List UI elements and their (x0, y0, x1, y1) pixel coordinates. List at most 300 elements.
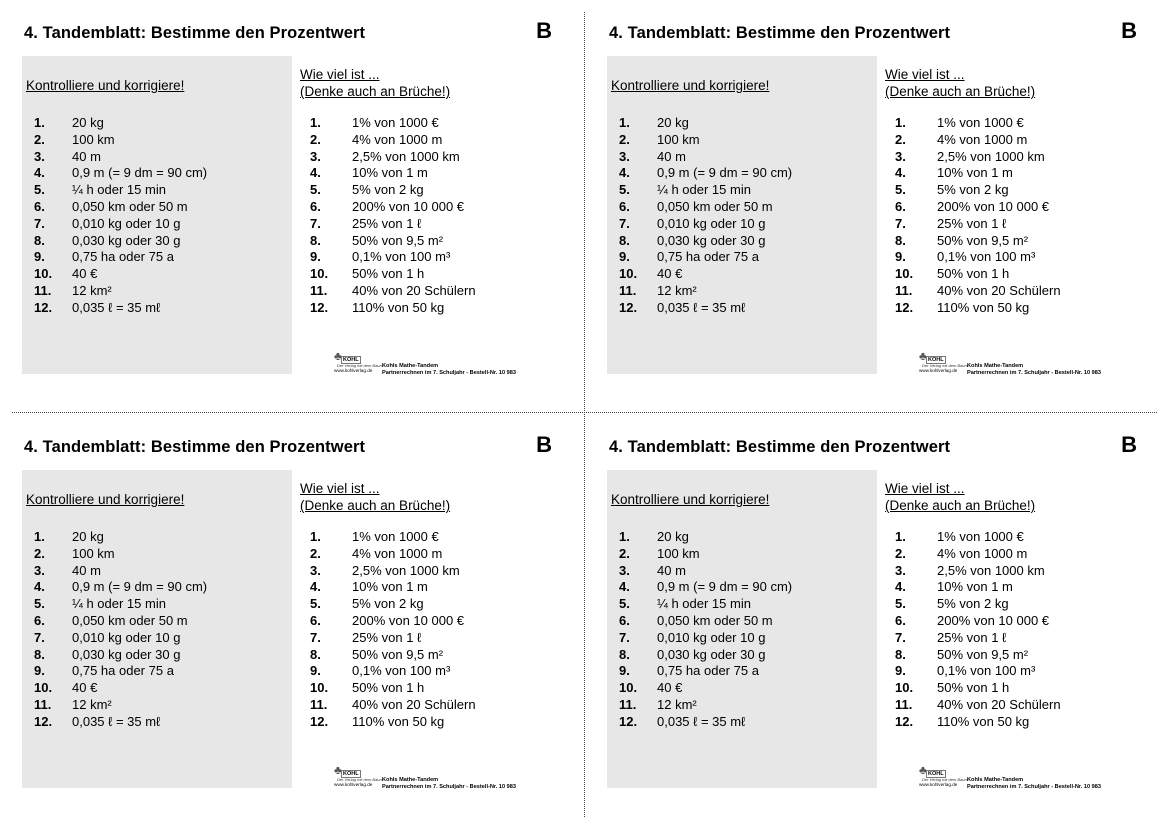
item-text: 25% von 1 ℓ (937, 629, 1007, 645)
item-number: 1. (34, 529, 45, 544)
item-text: 40 m (72, 148, 101, 164)
item-number: 12. (895, 713, 914, 729)
tandem-card-1 (12, 0, 552, 380)
item-number: 1. (34, 115, 45, 130)
question-item (895, 216, 1061, 233)
item-number: 6. (619, 198, 630, 214)
item-text: 1% von 1000 € (352, 115, 439, 130)
footer-text: Kohls Mathe-Tandem Partnerrechnen im 7. Schuljahr - Bestell-Nr. 10 983 (382, 363, 516, 376)
item-number: 8. (310, 232, 321, 248)
item-number: 9. (310, 663, 321, 679)
publisher-logo: ♣ KOHL Der Verlag mit dem Baum www.kohlverlag.de (334, 349, 383, 373)
answers-heading: Kontrolliere und korrigiere! (26, 78, 185, 93)
item-number: 4. (619, 165, 630, 181)
item-text: 40% von 20 Schülern (937, 282, 1061, 298)
question-item (310, 563, 476, 580)
answer-item (34, 630, 207, 647)
question-item (895, 647, 1061, 664)
item-number: 2. (34, 545, 45, 561)
item-number: 3. (310, 148, 321, 164)
item-text: 40% von 20 Schülern (352, 282, 476, 298)
item-number: 8. (895, 232, 906, 248)
vertical-cut-line (584, 12, 585, 817)
question-item (310, 714, 476, 731)
item-text: 40 € (72, 266, 98, 282)
item-text: 25% von 1 ℓ (937, 215, 1007, 231)
item-number: 1. (619, 529, 630, 544)
answer-item (619, 697, 792, 714)
item-number: 2. (310, 545, 321, 561)
item-text: 2,5% von 1000 km (937, 148, 1045, 164)
item-number: 12. (34, 713, 53, 729)
answer-item (34, 132, 207, 149)
item-number: 7. (619, 629, 630, 645)
item-text: 0,030 kg oder 30 g (657, 646, 766, 662)
item-text: 0,010 kg oder 10 g (657, 215, 766, 231)
question-item (895, 266, 1061, 283)
item-text: 25% von 1 ℓ (352, 215, 422, 231)
item-number: 2. (895, 131, 906, 147)
publisher-logo: ♣ KOHL Der Verlag mit dem Baum www.kohlverlag.de (919, 763, 968, 787)
item-number: 9. (310, 249, 321, 265)
item-text: 5% von 2 kg (937, 182, 1009, 198)
item-text: 40 € (657, 266, 683, 282)
item-number: 1. (895, 115, 906, 130)
item-number: 11. (895, 696, 913, 712)
item-text: 0,9 m (= 9 dm = 90 cm) (657, 579, 793, 595)
item-text: 12 km² (657, 696, 697, 712)
item-number: 3. (310, 562, 321, 578)
item-text: 0,75 ha oder 75 a (657, 249, 759, 265)
item-text: 100 km (657, 545, 700, 561)
item-number: 6. (34, 198, 45, 214)
item-number: 10. (619, 266, 638, 282)
item-text: 0,035 ℓ = 35 mℓ (72, 713, 161, 729)
item-text: 50% von 9,5 m² (352, 646, 444, 662)
item-text: 20 kg (657, 529, 689, 544)
item-text: 200% von 10 000 € (352, 198, 465, 214)
item-text: 50% von 1 h (352, 266, 425, 282)
question-item (310, 579, 476, 596)
card-version-letter: B (536, 432, 552, 457)
item-text: 1% von 1000 € (937, 115, 1024, 130)
question-item (310, 149, 476, 166)
item-number: 11. (619, 696, 637, 712)
answer-item (619, 199, 792, 216)
item-text: 0,1% von 100 m³ (937, 663, 1036, 679)
item-text: 110% von 50 kg (352, 713, 445, 729)
footer-text: Kohls Mathe-Tandem Partnerrechnen im 7. Schuljahr - Bestell-Nr. 10 983 (382, 777, 516, 790)
question-list (310, 115, 476, 317)
item-number: 5. (34, 182, 45, 198)
answer-panel (607, 56, 877, 374)
item-number: 8. (895, 646, 906, 662)
publisher-logo: ♣ KOHL Der Verlag mit dem Baum www.kohlverlag.de (334, 763, 383, 787)
question-item (310, 182, 476, 199)
item-text: 2,5% von 1000 km (352, 148, 460, 164)
question-item (310, 249, 476, 266)
card-title: 4. Tandemblatt: Bestimme den Prozentwert (24, 24, 366, 42)
item-text: 4% von 1000 m (937, 545, 1028, 561)
card-version-letter: B (1121, 18, 1137, 43)
item-text: 0,1% von 100 m³ (937, 249, 1036, 265)
publisher-footer (300, 350, 552, 374)
question-item (310, 283, 476, 300)
item-number: 3. (619, 148, 630, 164)
question-item (310, 216, 476, 233)
item-number: 10. (895, 266, 914, 282)
item-text: 5% von 2 kg (352, 182, 424, 198)
item-text: 0,030 kg oder 30 g (72, 232, 181, 248)
answer-item (619, 613, 792, 630)
question-item (310, 300, 476, 317)
question-item (895, 546, 1061, 563)
item-text: 0,010 kg oder 10 g (72, 215, 181, 231)
item-text: 12 km² (72, 696, 112, 712)
item-number: 6. (619, 612, 630, 628)
item-number: 2. (619, 545, 630, 561)
answer-item (619, 630, 792, 647)
item-number: 4. (895, 579, 906, 595)
item-number: 6. (310, 198, 321, 214)
item-text: 25% von 1 ℓ (352, 629, 422, 645)
item-number: 12. (895, 299, 914, 315)
item-number: 10. (310, 680, 329, 696)
item-number: 9. (895, 249, 906, 265)
item-text: 0,75 ha oder 75 a (657, 663, 759, 679)
item-text: 0,035 ℓ = 35 mℓ (657, 713, 746, 729)
item-text: 1% von 1000 € (937, 529, 1024, 544)
question-panel (300, 470, 552, 788)
publisher-footer (300, 764, 552, 788)
answer-item (619, 249, 792, 266)
item-number: 11. (619, 282, 637, 298)
item-number: 7. (34, 629, 45, 645)
item-number: 5. (895, 596, 906, 612)
answer-item (619, 647, 792, 664)
item-number: 4. (34, 579, 45, 595)
answer-item (619, 165, 792, 182)
answer-list (34, 115, 207, 317)
answer-item (34, 647, 207, 664)
item-text: 0,010 kg oder 10 g (657, 629, 766, 645)
item-text: 40 m (657, 562, 686, 578)
publisher-footer (885, 350, 1137, 374)
answer-item (34, 216, 207, 233)
item-text: 5% von 2 kg (352, 596, 424, 612)
question-item (895, 149, 1061, 166)
question-item (895, 714, 1061, 731)
item-text: 40 m (657, 148, 686, 164)
answers-heading: Kontrolliere und korrigiere! (611, 78, 770, 93)
item-text: 0,010 kg oder 10 g (72, 629, 181, 645)
answer-item (619, 216, 792, 233)
item-text: 100 km (72, 131, 115, 147)
item-number: 2. (619, 131, 630, 147)
item-text: 110% von 50 kg (937, 713, 1030, 729)
answer-item (619, 579, 792, 596)
answer-item (34, 579, 207, 596)
card-version-letter: B (1121, 432, 1137, 457)
item-text: 40 m (72, 562, 101, 578)
answer-item (619, 596, 792, 613)
item-number: 4. (895, 165, 906, 181)
item-number: 4. (310, 165, 321, 181)
item-number: 11. (310, 282, 328, 298)
question-item (310, 613, 476, 630)
question-item (895, 132, 1061, 149)
item-text: 0,9 m (= 9 dm = 90 cm) (72, 165, 208, 181)
item-text: 0,050 km oder 50 m (657, 612, 773, 628)
item-text: 200% von 10 000 € (352, 612, 465, 628)
item-text: 20 kg (657, 115, 689, 130)
item-number: 4. (619, 579, 630, 595)
item-text: 0,050 km oder 50 m (72, 612, 188, 628)
answer-item (619, 546, 792, 563)
question-list (895, 115, 1061, 317)
answer-panel (607, 470, 877, 788)
item-text: 200% von 10 000 € (937, 612, 1050, 628)
item-number: 2. (34, 131, 45, 147)
item-number: 7. (619, 215, 630, 231)
question-item (895, 199, 1061, 216)
answer-item (34, 529, 207, 546)
question-item (895, 249, 1061, 266)
card-title: 4. Tandemblatt: Bestimme den Prozentwert (609, 24, 951, 42)
item-number: 12. (619, 299, 638, 315)
tree-icon: ♣ (334, 763, 342, 777)
item-text: 12 km² (657, 282, 697, 298)
item-number: 1. (310, 529, 321, 544)
question-item (895, 300, 1061, 317)
item-text: 0,050 km oder 50 m (72, 198, 188, 214)
question-item (310, 529, 476, 546)
answer-item (34, 300, 207, 317)
answer-item (34, 613, 207, 630)
item-number: 5. (895, 182, 906, 198)
answer-item (34, 199, 207, 216)
question-item (310, 647, 476, 664)
item-number: 6. (310, 612, 321, 628)
item-text: 40 € (72, 680, 98, 696)
item-text: 10% von 1 m (937, 579, 1013, 595)
answer-item (619, 233, 792, 250)
item-number: 4. (34, 165, 45, 181)
question-item (895, 680, 1061, 697)
item-text: 4% von 1000 m (352, 131, 443, 147)
question-item (895, 233, 1061, 250)
answer-item (619, 563, 792, 580)
answer-list (34, 529, 207, 731)
item-text: 100 km (657, 131, 700, 147)
question-list (310, 529, 476, 731)
answer-panel (22, 56, 292, 374)
item-number: 12. (34, 299, 53, 315)
question-item (895, 165, 1061, 182)
question-item (310, 630, 476, 647)
item-text: 110% von 50 kg (352, 299, 445, 315)
item-text: 50% von 9,5 m² (937, 646, 1029, 662)
item-text: 10% von 1 m (937, 165, 1013, 181)
question-item (895, 630, 1061, 647)
item-number: 11. (34, 282, 52, 298)
question-item (895, 182, 1061, 199)
card-title: 4. Tandemblatt: Bestimme den Prozentwert (24, 438, 366, 456)
answer-item (34, 596, 207, 613)
question-item (310, 199, 476, 216)
publisher-footer (885, 764, 1137, 788)
item-text: ¼ h oder 15 min (657, 596, 751, 612)
item-text: 5% von 2 kg (937, 596, 1009, 612)
card-version-letter: B (536, 18, 552, 43)
item-text: 12 km² (72, 282, 112, 298)
question-item (895, 529, 1061, 546)
answer-item (619, 115, 792, 132)
item-text: 4% von 1000 m (937, 131, 1028, 147)
item-number: 6. (895, 612, 906, 628)
item-text: 0,75 ha oder 75 a (72, 663, 174, 679)
question-panel (885, 56, 1137, 374)
answer-item (34, 266, 207, 283)
item-number: 8. (34, 646, 45, 662)
question-item (895, 115, 1061, 132)
item-text: 0,1% von 100 m³ (352, 663, 451, 679)
item-number: 12. (619, 713, 638, 729)
item-number: 4. (310, 579, 321, 595)
question-item (310, 115, 476, 132)
item-text: 0,035 ℓ = 35 mℓ (72, 299, 161, 315)
item-number: 5. (619, 182, 630, 198)
answer-item (34, 233, 207, 250)
item-text: 100 km (72, 545, 115, 561)
questions-heading: Wie viel ist ... (Denke auch an Brüche!) (300, 481, 451, 513)
item-text: 50% von 1 h (937, 680, 1010, 696)
item-number: 5. (34, 596, 45, 612)
question-panel (885, 470, 1137, 788)
item-text: 0,050 km oder 50 m (657, 198, 773, 214)
answer-item (34, 714, 207, 731)
item-text: 20 kg (72, 529, 104, 544)
question-item (310, 663, 476, 680)
question-item (895, 283, 1061, 300)
item-number: 10. (619, 680, 638, 696)
publisher-logo: ♣ KOHL Der Verlag mit dem Baum www.kohlverlag.de (919, 349, 968, 373)
question-item (310, 165, 476, 182)
item-text: 0,035 ℓ = 35 mℓ (657, 299, 746, 315)
question-item (895, 579, 1061, 596)
tree-icon: ♣ (334, 349, 342, 363)
answer-item (34, 663, 207, 680)
tandem-card-4 (597, 414, 1137, 794)
item-text: 50% von 9,5 m² (937, 232, 1029, 248)
item-text: 50% von 1 h (352, 680, 425, 696)
answer-item (34, 149, 207, 166)
item-number: 12. (310, 299, 329, 315)
item-text: ¼ h oder 15 min (72, 182, 166, 198)
card-title: 4. Tandemblatt: Bestimme den Prozentwert (609, 438, 951, 456)
question-item (895, 596, 1061, 613)
item-text: 40% von 20 Schülern (937, 696, 1061, 712)
answer-item (34, 165, 207, 182)
item-number: 6. (895, 198, 906, 214)
item-text: 0,9 m (= 9 dm = 90 cm) (72, 579, 208, 595)
answer-item (34, 563, 207, 580)
item-number: 2. (310, 131, 321, 147)
answer-item (34, 697, 207, 714)
item-text: 10% von 1 m (352, 579, 428, 595)
item-number: 8. (619, 646, 630, 662)
answer-item (34, 680, 207, 697)
tree-icon: ♣ (919, 763, 927, 777)
answers-heading: Kontrolliere und korrigiere! (611, 492, 770, 507)
tree-icon: ♣ (919, 349, 927, 363)
answer-item (619, 680, 792, 697)
question-item (895, 697, 1061, 714)
item-text: 40% von 20 Schülern (352, 696, 476, 712)
item-number: 3. (895, 562, 906, 578)
question-item (310, 233, 476, 250)
item-text: 110% von 50 kg (937, 299, 1030, 315)
item-text: 0,030 kg oder 30 g (657, 232, 766, 248)
item-number: 3. (34, 562, 45, 578)
item-number: 8. (34, 232, 45, 248)
questions-heading: Wie viel ist ... (Denke auch an Brüche!) (885, 481, 1036, 513)
item-text: 4% von 1000 m (352, 545, 443, 561)
item-number: 11. (34, 696, 52, 712)
item-text: 10% von 1 m (352, 165, 428, 181)
question-list (895, 529, 1061, 731)
answer-item (619, 663, 792, 680)
questions-heading: Wie viel ist ... (Denke auch an Brüche!) (300, 67, 451, 99)
question-item (895, 663, 1061, 680)
answer-item (619, 149, 792, 166)
answer-item (619, 182, 792, 199)
answer-item (34, 115, 207, 132)
item-number: 9. (34, 663, 45, 679)
item-text: 20 kg (72, 115, 104, 130)
item-number: 10. (34, 266, 53, 282)
answer-item (619, 714, 792, 731)
item-number: 9. (619, 663, 630, 679)
question-item (310, 697, 476, 714)
item-text: ¼ h oder 15 min (657, 182, 751, 198)
answer-list (619, 529, 792, 731)
item-number: 7. (310, 215, 321, 231)
item-text: 2,5% von 1000 km (937, 562, 1045, 578)
footer-text: Kohls Mathe-Tandem Partnerrechnen im 7. Schuljahr - Bestell-Nr. 10 983 (967, 777, 1101, 790)
item-number: 9. (619, 249, 630, 265)
answer-item (619, 266, 792, 283)
item-number: 10. (310, 266, 329, 282)
item-text: ¼ h oder 15 min (72, 596, 166, 612)
answer-list (619, 115, 792, 317)
question-item (310, 132, 476, 149)
question-item (895, 613, 1061, 630)
item-number: 12. (310, 713, 329, 729)
item-number: 10. (34, 680, 53, 696)
answer-item (34, 249, 207, 266)
horizontal-cut-line (12, 412, 1157, 413)
answer-panel (22, 470, 292, 788)
question-item (310, 596, 476, 613)
item-number: 1. (310, 115, 321, 130)
item-number: 1. (619, 115, 630, 130)
tandem-card-2 (597, 0, 1137, 380)
answer-item (34, 546, 207, 563)
item-number: 3. (895, 148, 906, 164)
item-number: 5. (619, 596, 630, 612)
item-number: 6. (34, 612, 45, 628)
